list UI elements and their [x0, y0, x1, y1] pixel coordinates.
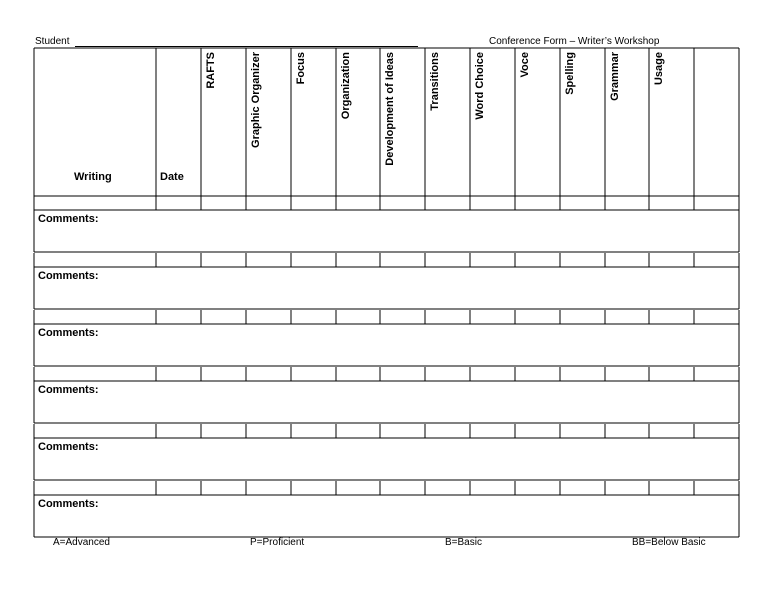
comments-label: Comments:: [38, 441, 99, 453]
criterion-header: Focus: [295, 52, 307, 85]
date-column-header: Date: [160, 171, 184, 183]
comments-label: Comments:: [38, 327, 99, 339]
legend-basic: B=Basic: [445, 537, 482, 548]
criterion-header: Development of Ideas: [384, 52, 396, 166]
legend-proficient: P=Proficient: [250, 537, 305, 548]
comments-label: Comments:: [38, 213, 99, 225]
comments-label: Comments:: [38, 384, 99, 396]
criterion-header: Voce: [519, 52, 531, 78]
legend-below-basic: BB=Below Basic: [632, 537, 706, 548]
criterion-header: Grammar: [609, 52, 621, 101]
writing-column-header: Writing: [74, 171, 112, 183]
criterion-header: Graphic Organizer: [250, 52, 262, 148]
criterion-header: Organization: [340, 52, 352, 120]
comments-label: Comments:: [38, 498, 99, 510]
criterion-header: Word Choice: [474, 52, 486, 120]
comments-label: Comments:: [38, 270, 99, 282]
criterion-header: Transitions: [429, 52, 441, 111]
criterion-header: Spelling: [564, 52, 576, 95]
form-title: Conference Form – Writer’s Workshop: [489, 36, 660, 47]
legend-advanced: A=Advanced: [53, 537, 110, 548]
criterion-header: RAFTS: [205, 52, 217, 89]
student-label: Student: [35, 36, 70, 47]
criterion-header: Usage: [653, 52, 665, 86]
